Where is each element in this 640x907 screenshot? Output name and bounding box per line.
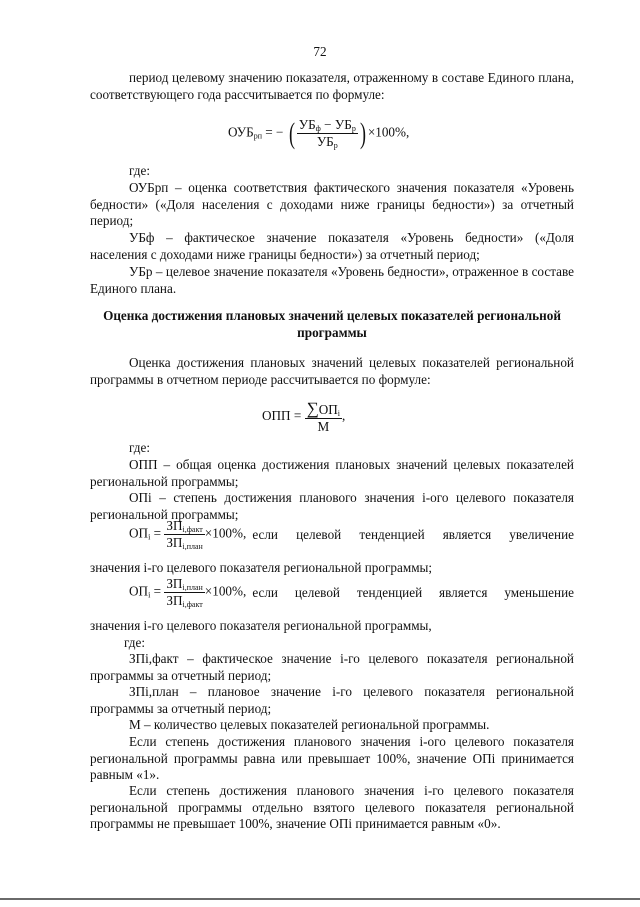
- formula3-den: ЗП: [166, 535, 183, 550]
- formula-opi-decrease: [129, 577, 574, 608]
- rule-paragraph-one: Если степень достижения планового значения i-ого целевого показателя региональной программы равна или превышает 100%, значение ОПi принимается равным «1».: [90, 734, 574, 782]
- formula4-den: ЗП: [166, 593, 183, 608]
- definition-ubf: УБф – фактическое значение показателя «Уровень бедности» («Доля населения с доходами ниже границы бедности») за отчетный период;: [90, 230, 574, 262]
- formula4-lhs: ОП: [129, 583, 149, 599]
- formula4-eq: =: [153, 583, 162, 599]
- formula-opp-num: ОП: [318, 402, 338, 417]
- formula3-lhs-sub: i: [148, 532, 151, 542]
- formula3-num: ЗП: [166, 518, 183, 533]
- rule-paragraph-zero: Если степень достижения планового значения i-го целевого показателя региональной программы отдельно взятого целевого показателя региональной программы не превышает 100%, значение ОПi принимается равным «0».: [90, 783, 574, 831]
- where-label-3: где:: [124, 635, 145, 650]
- formula-oub-num-minus: − УБ: [324, 117, 352, 132]
- formula-oub-num-b-sub: р: [351, 124, 356, 133]
- definition-ubr: УБр – целевое значение показателя «Уровень бедности», отраженное в составе Единого плана.: [90, 264, 574, 296]
- formula-opp-lhs: ОПП =: [262, 408, 302, 424]
- formula-oub-den-sub: р: [333, 141, 338, 150]
- formula-oub-lhs-sub: рп: [253, 131, 262, 141]
- formula4-condition: если целевой тенденцией является уменьшение: [252, 584, 574, 600]
- formula4-lhs-sub: i: [148, 590, 151, 600]
- formula3-tail: ×100%,: [204, 525, 247, 541]
- formula-oub: [228, 118, 409, 149]
- formula4-fraction: [164, 577, 204, 608]
- definition-zp-fact: ЗПi,факт – фактическое значение i-го целевого показателя региональной программы за отчетный период;: [90, 651, 574, 683]
- formula-opp-num-sub: i: [337, 409, 341, 418]
- left-paren: (: [288, 116, 295, 150]
- formula-opp: [262, 400, 345, 434]
- formula-oub-den: УБ: [316, 134, 334, 149]
- formula3-lhs: ОП: [129, 525, 149, 541]
- formula3-continuation: значения i-го целевого показателя региональной программы;: [90, 560, 433, 575]
- formula-opp-fraction: [305, 400, 342, 434]
- method-paragraph: Оценка достижения плановых значений целевых показателей региональной программы в отчетном периоде рассчитывается по формуле:: [90, 355, 574, 387]
- formula4-num: ЗП: [166, 576, 183, 591]
- formula4-den-sub: i,факт: [182, 600, 203, 609]
- sigma-symbol: ∑: [306, 399, 319, 418]
- section-heading: Оценка достижения плановых значений целевых показателей региональной программы: [103, 308, 561, 340]
- formula4-continuation: значения i-го целевого показателя региональной программы,: [90, 618, 432, 633]
- formula-oub-eq: = −: [265, 124, 284, 140]
- definition-m: М – количество целевых показателей региональной программы.: [129, 717, 490, 732]
- scan-bottom-edge: [0, 898, 640, 900]
- formula3-den-sub: i,план: [182, 542, 203, 551]
- formula-opi-increase: [129, 519, 574, 550]
- formula-oub-num-a: УБ: [298, 117, 316, 132]
- right-paren: ): [359, 116, 366, 150]
- formula4-tail: ×100%,: [204, 583, 247, 599]
- formula3-condition: если целевой тенденцией является увеличение: [252, 526, 574, 542]
- where-label-1: где:: [129, 163, 150, 178]
- formula-oub-tail: ×100%,: [367, 124, 410, 140]
- formula-oub-num-a-sub: ф: [315, 124, 321, 133]
- formula4-num-sub: i,план: [182, 583, 203, 592]
- where-label-2: где:: [129, 440, 150, 455]
- definition-zp-plan: ЗПi,план – плановое значение i-го целевого показателя региональной программы за отчетный период;: [90, 684, 574, 716]
- formula3-eq: =: [153, 525, 162, 541]
- formula3-num-sub: i,факт: [182, 525, 203, 534]
- intro-paragraph: период целевому значению показателя, отраженному в составе Единого плана, соответствующего года рассчитывается по формуле:: [90, 70, 574, 102]
- formula-opp-den: М: [317, 419, 330, 434]
- definition-opp: ОПП – общая оценка достижения плановых значений целевых показателей региональной программы;: [90, 457, 574, 489]
- formula3-fraction: [164, 519, 204, 550]
- definition-oub: ОУБрп – оценка соответствия фактического значения показателя «Уровень бедности» («Доля населения с доходами ниже границы бедности») за отчетный период;: [90, 180, 574, 228]
- definition-opi: ОПi – степень достижения планового значения i-ого целевого показателя региональной программы;: [90, 490, 574, 522]
- formula-oub-fraction: [297, 118, 358, 149]
- formula-opp-tail: ,: [342, 408, 346, 424]
- page-number: 72: [313, 44, 327, 59]
- formula-oub-lhs: ОУБ: [228, 124, 254, 140]
